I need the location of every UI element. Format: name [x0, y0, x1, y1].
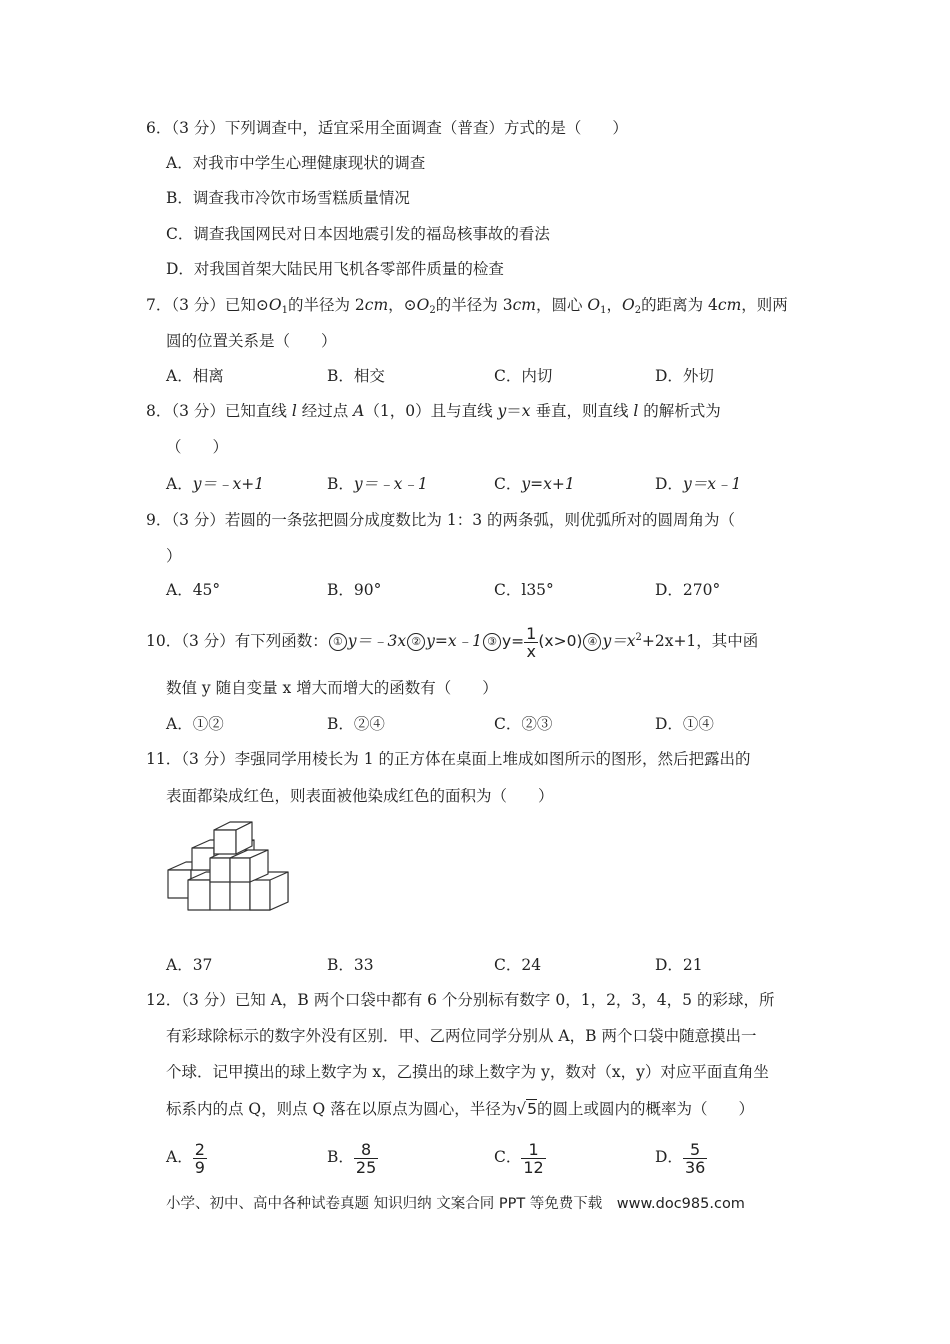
q12-stem: 12．（3 分）已知 A，B 两个口袋中都有 6 个分别标有数字 0，1，2，3，4，5 的彩球，所 [146, 991, 775, 1009]
q8-stem-line2: （ ） [166, 438, 229, 456]
q6-option-d: D．对我国首架大陆民用飞机各零部件质量的检查 [166, 260, 504, 278]
q11-option-c: C．24 [494, 956, 542, 974]
q10-stem: 10．（3 分）有下列函数： ① y＝﹣3x ② y=x﹣1 ③ y= $\frac{1}{x}$ (x>0) ④ $y=x^2+2x+1$，其中函 [146, 623, 759, 661]
q7-stem-line2: 圆的位置关系是（ ） [166, 332, 337, 350]
q6-option-b: B．调查我市冷饮市场雪糕质量情况 [166, 189, 410, 207]
q8-option-c: C．y=x+1 [494, 475, 575, 493]
q10-option-b: B．②④ [327, 715, 385, 733]
q9-option-b: B．90° [327, 581, 382, 599]
q12-option-b: B． $\frac{8}{25}$ [327, 1139, 377, 1177]
q11-option-a: A．37 [166, 956, 213, 974]
q11-stem: 11．（3 分）李强同学用棱长为 1 的正方体在桌面上堆成如图所示的图形，然后把露出的 [146, 750, 751, 768]
q8-option-a: A．y＝﹣x+1 [166, 475, 265, 493]
cube-stack-figure [164, 818, 294, 918]
q7-option-c: C．内切 [494, 367, 553, 385]
q7-stem: 7．（3 分）已知$⊙O_1$的半径为 2cm，$⊙O_2$的半径为 3cm，圆心 $O_1$，$O_2$的距离为 4cm，则两 [146, 296, 788, 316]
sqrt-expression: √5 [516, 1100, 537, 1118]
q11-option-b: B．33 [327, 956, 374, 974]
q8-option-b: B．y＝﹣x﹣1 [327, 475, 428, 493]
q6-option-a: A．对我市中学生心理健康现状的调查 [166, 154, 426, 172]
cube-top [214, 822, 252, 854]
q9-stem-line2: ） [166, 547, 182, 565]
q12-stem-line3: 个球．记甲摸出的球上数字为 x，乙摸出的球上数字为 y，数对（x，y）对应平面直角坐 [166, 1063, 769, 1081]
q10-stem-line2: 数值 y 随自变量 x 增大而增大的函数有（ ） [166, 679, 498, 697]
q6-option-c: C．调查我国网民对日本因地震引发的福岛核事故的看法 [166, 225, 550, 243]
q12-stem-line4: 标系内的点 Q，则点 Q 落在以原点为圆心，半径为√5的圆上或圆内的概率为（ ） [166, 1100, 754, 1118]
q11-option-d: D．21 [655, 956, 703, 974]
q12-stem-line2: 有彩球除标示的数字外没有区别．甲、乙两位同学分别从 A，B 两个口袋中随意摸出一 [166, 1027, 757, 1045]
q12-option-a: A． $\frac{2}{9}$ [166, 1139, 205, 1177]
q10-option-d: D．①④ [655, 715, 714, 733]
q10-option-a: A．①② [166, 715, 224, 733]
q8-option-d: D．y＝x﹣1 [655, 475, 742, 493]
q10-option-c: C．②③ [494, 715, 553, 733]
q12-option-d: D． $\frac{5}{36}$ [655, 1139, 706, 1177]
footer-banner: 小学、初中、高中各种试卷真题 知识归纳 文案合同 PPT 等免费下载 www.doc985.com [166, 1196, 745, 1212]
q9-stem: 9．（3 分）若圆的一条弦把圆分成度数比为 1：3 的两条弧，则优弧所对的圆周角为（ [146, 511, 735, 529]
q9-option-a: A．45° [166, 581, 221, 599]
q8-stem: 8．（3 分）已知直线 l 经过点 A（1，0）且与直线 y＝x 垂直，则直线 l 的解析式为 [146, 402, 721, 420]
q7-option-d: D．外切 [655, 367, 714, 385]
q11-stem-line2: 表面都染成红色，则表面被他染成红色的面积为（ ） [166, 787, 554, 805]
q7-option-a: A．相离 [166, 367, 224, 385]
q9-option-c: C．l35° [494, 581, 554, 599]
q9-option-d: D．270° [655, 581, 721, 599]
q12-option-c: C． $\frac{1}{12}$ [494, 1139, 544, 1177]
q10-fraction: $\frac{1}{x}$ [526, 623, 537, 661]
q7-option-b: B．相交 [327, 367, 385, 385]
q6-stem: 6．（3 分）下列调查中，适宜采用全面调查（普查）方式的是（ ） [146, 119, 628, 137]
